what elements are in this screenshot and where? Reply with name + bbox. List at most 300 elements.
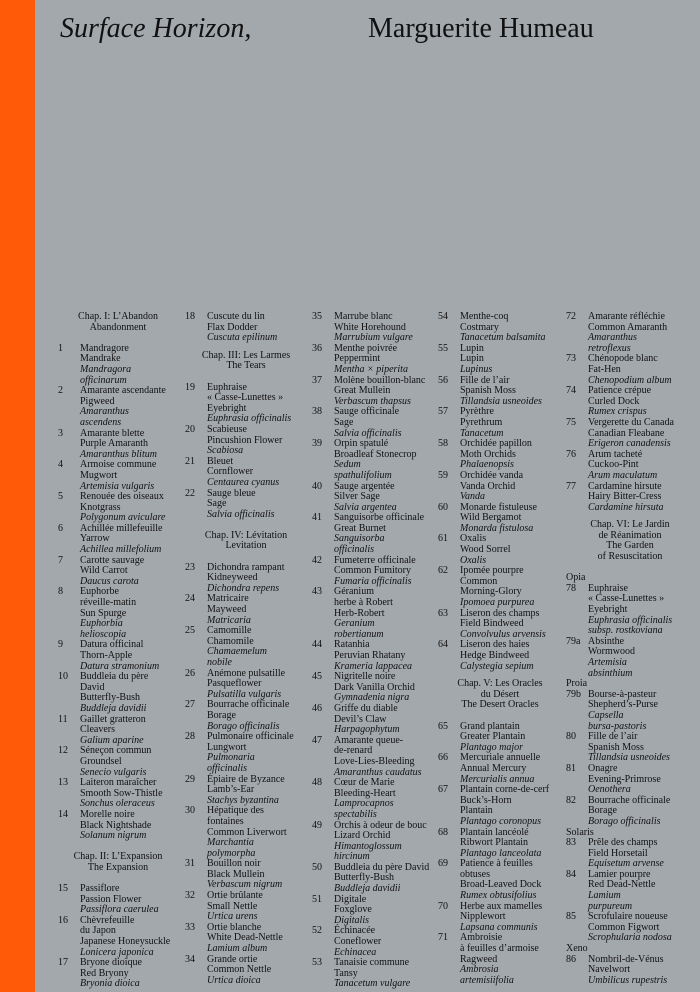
plant-entry bbox=[185, 669, 307, 680]
plant-entry bbox=[58, 524, 178, 535]
plant-name-line: Kidneyweed bbox=[207, 572, 258, 584]
french-name: Passiflore bbox=[80, 883, 120, 895]
entry-number: 3 bbox=[58, 427, 63, 439]
latin-name: helioscopia bbox=[80, 628, 127, 640]
plant-name-line: Knotgrass bbox=[80, 501, 121, 513]
chapter-heading: Chap. I: L’Abandon bbox=[78, 311, 158, 322]
french-name: Griffe du diable bbox=[334, 702, 398, 714]
plant-name-line: Butterfly-Bush bbox=[334, 872, 394, 884]
plant-entry bbox=[438, 902, 562, 913]
latin-name: Achillea millefolium bbox=[80, 544, 162, 556]
latin-name: Centaurea cyanus bbox=[207, 476, 280, 488]
entry-number: 58 bbox=[438, 438, 448, 450]
latin-name: Echinacea bbox=[334, 946, 377, 958]
french-name: Herbe aux mamelles bbox=[460, 900, 543, 912]
latin-name: Oxalis bbox=[460, 554, 487, 566]
plant-entry bbox=[185, 732, 307, 743]
latin-name: Passiflora caerulea bbox=[80, 904, 159, 916]
french-name: Ambroisie bbox=[460, 932, 503, 944]
plant-name-line: Buck’s-Horn bbox=[460, 794, 512, 806]
plant-name-line: Small Nettle bbox=[207, 900, 258, 912]
latin-name: Umbilicus rupestris bbox=[588, 974, 668, 986]
latin-name: Convolvulus arvensis bbox=[460, 628, 546, 640]
french-name: Ortie blanche bbox=[207, 921, 262, 933]
french-name: Patience crépue bbox=[588, 385, 652, 397]
plant-entry bbox=[58, 492, 178, 503]
plant-name-line: Mayweed bbox=[207, 604, 247, 616]
french-name: Lamier pourpre bbox=[588, 868, 651, 880]
latin-name: Amaranthus caudatus bbox=[334, 766, 422, 778]
plant-entry bbox=[58, 746, 178, 757]
plant-entry bbox=[566, 354, 694, 365]
entry-number: 4 bbox=[58, 459, 63, 471]
latin-name: Equisetum arvense bbox=[588, 858, 664, 870]
latin-name: Ipomoea purpurea bbox=[460, 597, 535, 609]
entry-number: 34 bbox=[185, 953, 195, 965]
french-name: Ortie brûlante bbox=[207, 890, 263, 902]
latin-name: Tanacetum bbox=[460, 427, 504, 439]
plant-entry bbox=[312, 482, 434, 493]
entry-number: 25 bbox=[185, 625, 195, 637]
entry-number: 16 bbox=[58, 914, 68, 926]
plant-name-line: Wild Carrot bbox=[80, 565, 128, 577]
column-4 bbox=[438, 312, 562, 986]
plant-entry bbox=[185, 891, 307, 902]
french-name: Nigritelle noire bbox=[334, 671, 396, 683]
french-name: Scrofulaire noueuse bbox=[588, 911, 668, 923]
latin-name: Lonicera japonica bbox=[80, 946, 154, 958]
plant-name-line: Common Liverwort bbox=[207, 826, 287, 838]
entry-number: 2 bbox=[58, 385, 63, 397]
entry-number: 71 bbox=[438, 932, 448, 944]
plant-name-line: Spanish Moss bbox=[460, 385, 516, 397]
latin-name: Lupinus bbox=[460, 363, 493, 375]
plant-name-line: Tansy bbox=[334, 967, 358, 979]
section-label: Proia bbox=[566, 678, 588, 690]
french-name: Liseron des champs bbox=[460, 607, 540, 619]
plant-entry bbox=[312, 439, 434, 450]
entry-number: 54 bbox=[438, 311, 448, 322]
column-2 bbox=[185, 312, 307, 986]
plant-name-line: Lupin bbox=[460, 353, 484, 365]
plant-entry bbox=[566, 764, 694, 775]
plant-entry bbox=[312, 736, 434, 747]
latin-name: retroflexus bbox=[588, 342, 631, 354]
plant-name-line: Morning-Glory bbox=[460, 586, 522, 598]
plant-name-line: Ribwort Plantain bbox=[460, 837, 529, 849]
plant-entry bbox=[438, 933, 562, 944]
plant-name-line: Navelwort bbox=[588, 964, 631, 976]
plant-name-line: Lizard Orchid bbox=[334, 830, 391, 842]
chapter-heading: Abandonment bbox=[89, 321, 147, 333]
plant-name-line: Red Bryony bbox=[80, 967, 129, 979]
plant-name-line: Foxglove bbox=[334, 904, 372, 916]
entry-number: 56 bbox=[438, 374, 448, 386]
french-name: Orpin spatulé bbox=[334, 438, 389, 450]
plant-entry bbox=[566, 732, 694, 743]
plant-name-line: Silver Sage bbox=[334, 491, 380, 503]
french-name: Matricaire bbox=[207, 593, 249, 605]
plant-name-line: Wormwood bbox=[588, 646, 635, 658]
plant-entry bbox=[312, 863, 434, 874]
chapter-heading: Chap. IV: Lévitation bbox=[204, 529, 288, 541]
plant-entry bbox=[438, 534, 562, 545]
orange-side-stripe bbox=[0, 0, 35, 992]
entry-number: 81 bbox=[566, 762, 576, 774]
latin-name: Cuscuta epilinum bbox=[207, 332, 278, 344]
latin-name: Verbascum nigrum bbox=[207, 879, 283, 891]
latin-name: Artemisia vulgaris bbox=[80, 480, 155, 492]
french-name: Bourrache officinale bbox=[588, 794, 671, 806]
plant-entry bbox=[58, 778, 178, 789]
chapter-heading: Chap. III: Les Larmes bbox=[201, 349, 291, 361]
column-5 bbox=[566, 312, 694, 986]
plant-name-line: Wood Sorrel bbox=[460, 544, 511, 556]
entry-number: 15 bbox=[58, 883, 68, 895]
latin-name: Euphrasia officinalis bbox=[207, 413, 292, 425]
plant-entry bbox=[312, 926, 434, 937]
entry-number: 6 bbox=[58, 522, 63, 534]
latin-name: Plantago lanceolata bbox=[460, 847, 542, 859]
latin-name: Chenopodium album bbox=[588, 374, 672, 386]
latin-name: Salvia officinalis bbox=[334, 427, 402, 439]
plant-name-line: Borage bbox=[588, 805, 617, 817]
french-name: Arum tacheté bbox=[588, 448, 643, 460]
latin-name: Calystegia sepium bbox=[460, 660, 534, 672]
plant-name-line: David bbox=[80, 681, 105, 693]
french-name: Digitale bbox=[334, 893, 367, 905]
chapter-heading: Chap. II: L’Expansion bbox=[73, 851, 163, 863]
french-name: Bourrache officinale bbox=[207, 699, 290, 711]
french-name: Lupin bbox=[460, 342, 484, 354]
latin-name: Verbascum thapsus bbox=[334, 395, 411, 407]
french-name: Bourse-à-pasteur bbox=[588, 688, 657, 700]
entry-number: 19 bbox=[185, 381, 195, 393]
plant-entry bbox=[312, 672, 434, 683]
latin-name: Geranium bbox=[334, 618, 375, 630]
latin-name: Tanacetum balsamita bbox=[460, 332, 546, 344]
plant-entry bbox=[185, 457, 307, 468]
french-name: Morelle noire bbox=[80, 808, 135, 820]
plant-name-line: Yarrow bbox=[80, 533, 110, 545]
plant-name-line: Field Bindweed bbox=[460, 618, 524, 630]
plant-entry bbox=[438, 640, 562, 651]
french-name: Fille de l’air bbox=[588, 731, 638, 743]
plant-entry bbox=[438, 376, 562, 387]
entry-number: 42 bbox=[312, 554, 322, 566]
french-name: Amarante ascendante bbox=[80, 385, 166, 397]
entry-number: 41 bbox=[312, 512, 322, 524]
plant-entry bbox=[58, 916, 178, 927]
french-name: Ratanhia bbox=[334, 639, 370, 651]
plant-name-line: Costmary bbox=[460, 321, 499, 333]
plant-name-line: Black Mullein bbox=[207, 868, 265, 880]
latin-name: Pulsatilla vulgaris bbox=[207, 688, 282, 700]
entry-number: 51 bbox=[312, 893, 322, 905]
plant-name-line: Thorn-Apple bbox=[80, 650, 133, 661]
latin-name: Plantago major bbox=[460, 741, 524, 753]
plant-entry bbox=[312, 513, 434, 524]
latin-name: Mentha × piperita bbox=[334, 363, 408, 375]
plant-name-line: Love-Lies-Bleeding bbox=[334, 755, 415, 767]
latin-name: Artemisia bbox=[588, 657, 627, 668]
plant-name-line: du Japon bbox=[80, 925, 116, 937]
french-name: Mercuriale annuelle bbox=[460, 752, 541, 764]
entry-number: 13 bbox=[58, 777, 68, 789]
latin-name: Krameria lappacea bbox=[334, 660, 413, 672]
plant-entry bbox=[566, 312, 694, 323]
plant-name-line: Eyebright bbox=[207, 402, 247, 414]
plant-entry bbox=[566, 450, 694, 461]
chapter-heading: de Réanimation bbox=[598, 529, 662, 541]
plant-name-line: Borage bbox=[207, 709, 236, 721]
latin-name: Chamaemelum bbox=[207, 646, 267, 658]
french-name: Absinthe bbox=[588, 635, 625, 647]
plant-entry bbox=[185, 859, 307, 870]
entry-number: 27 bbox=[185, 699, 195, 711]
french-name: Achillée millefeuille bbox=[80, 522, 163, 534]
plant-entry bbox=[312, 704, 434, 715]
latin-name: Rumex crispus bbox=[588, 406, 647, 418]
entry-number: 21 bbox=[185, 455, 195, 467]
entry-number: 43 bbox=[312, 586, 322, 598]
french-name: Monarde fistuleuse bbox=[460, 501, 537, 513]
plant-entry bbox=[312, 407, 434, 418]
latin-name: Euphorbia bbox=[80, 618, 123, 630]
entry-number: 46 bbox=[312, 702, 322, 714]
plant-name-line: Cuckoo-Pint bbox=[588, 459, 639, 471]
french-name: Bryone dioïque bbox=[80, 957, 142, 969]
latin-name: Solanum nigrum bbox=[80, 830, 147, 842]
french-name: Plantain lancéolé bbox=[460, 826, 529, 838]
entry-number: 40 bbox=[312, 480, 322, 492]
plant-name-line: réveille-matin bbox=[80, 597, 137, 609]
plant-entry bbox=[438, 753, 562, 764]
plant-entry bbox=[438, 439, 562, 450]
entry-number: 73 bbox=[566, 353, 576, 365]
plant-name-line: Annual Mercury bbox=[460, 762, 527, 774]
entry-number: 36 bbox=[312, 342, 322, 354]
french-name: Chénopode blanc bbox=[588, 353, 658, 365]
french-name: Renouée des oiseaux bbox=[80, 491, 164, 503]
entry-number: 22 bbox=[185, 487, 195, 499]
plant-entry bbox=[438, 503, 562, 514]
chapter-heading: of Resuscitation bbox=[597, 551, 663, 563]
latin-name: Scabiosa bbox=[207, 445, 244, 457]
plant-entry bbox=[58, 587, 178, 598]
plant-entry bbox=[312, 556, 434, 567]
entry-number: 82 bbox=[566, 794, 576, 806]
plant-entry bbox=[312, 376, 434, 387]
french-name: Gaillet gratteron bbox=[80, 713, 146, 725]
plant-name-line: Ragweed bbox=[460, 953, 498, 965]
plant-name-line: Chamomile bbox=[207, 635, 254, 647]
plant-name-line: « Casse-Lunettes » bbox=[588, 593, 665, 605]
plant-entry bbox=[566, 637, 694, 648]
latin-name: Digitalis bbox=[334, 914, 370, 926]
plant-name-line: Purple Amaranth bbox=[80, 438, 149, 450]
latin-name: Mandragora bbox=[80, 363, 132, 375]
entry-number: 12 bbox=[58, 745, 68, 757]
latin-name: Scrophularia nodosa bbox=[588, 932, 672, 944]
entry-number: 79a bbox=[566, 635, 581, 647]
plant-name-line: Vanda Orchid bbox=[460, 480, 516, 492]
chapter-heading: Chap. V: Les Oracles bbox=[457, 678, 543, 690]
entry-number: 49 bbox=[312, 819, 322, 831]
plant-name-line: Herb-Robert bbox=[334, 607, 385, 619]
plant-name-line: à feuilles d’armoise bbox=[460, 943, 539, 955]
plant-name-line: Nipplewort bbox=[460, 911, 506, 923]
latin-name: Tanacetum vulgare bbox=[334, 978, 411, 990]
latin-name: Tillandsia usneoides bbox=[588, 752, 670, 764]
column-1 bbox=[58, 312, 178, 990]
entry-number: 78 bbox=[566, 582, 576, 594]
plant-name-line: Great Burnet bbox=[334, 522, 386, 534]
plant-entry bbox=[566, 955, 694, 966]
latin-name: Arum maculatum bbox=[588, 469, 658, 481]
plant-name-line: obtuses bbox=[460, 868, 490, 880]
french-name: Cuscute du lin bbox=[207, 311, 265, 322]
plant-entry bbox=[566, 386, 694, 397]
plant-entry bbox=[438, 785, 562, 796]
plant-name-line: de-renard bbox=[334, 745, 373, 757]
french-name: Armoise commune bbox=[80, 459, 157, 471]
plant-name-line: Mandrake bbox=[80, 353, 121, 365]
chapter-heading: The Tears bbox=[226, 360, 266, 372]
chapter-heading: The Garden bbox=[606, 540, 654, 552]
entry-number: 7 bbox=[58, 554, 63, 566]
entry-number: 75 bbox=[566, 416, 576, 428]
plant-entry bbox=[438, 407, 562, 418]
french-name: Oxalis bbox=[460, 533, 487, 545]
french-name: Buddleia du père bbox=[80, 671, 149, 683]
chapter-heading: The Desert Oracles bbox=[461, 699, 539, 711]
entry-number: 11 bbox=[58, 713, 68, 725]
latin-name: Lamium bbox=[588, 890, 621, 902]
plant-entry bbox=[185, 626, 307, 637]
latin-name: Monarda fistulosa bbox=[460, 522, 534, 534]
french-name: Hépatique des bbox=[207, 805, 264, 817]
plant-name-line: White Dead-Nettle bbox=[207, 932, 283, 944]
latin-name: Polygonum aviculare bbox=[80, 512, 166, 524]
entry-number: 31 bbox=[185, 858, 195, 870]
entry-number: 28 bbox=[185, 731, 195, 743]
plant-entry bbox=[566, 870, 694, 881]
french-name: Cœur de Marie bbox=[334, 777, 395, 789]
latin-name: Erigeron canadensis bbox=[588, 438, 671, 450]
french-name: Nombril-de-Vénus bbox=[588, 953, 664, 965]
plant-name-line: Peruvian Rhatany bbox=[334, 650, 406, 661]
latin-name: Sanguisorba bbox=[334, 533, 385, 545]
latin-name: Amaranthus bbox=[80, 406, 129, 418]
entry-number: 68 bbox=[438, 826, 448, 838]
plant-entry bbox=[312, 344, 434, 355]
entry-number: 67 bbox=[438, 784, 448, 796]
latin-name: Stachys byzantina bbox=[207, 794, 279, 806]
plant-entry bbox=[312, 312, 434, 323]
entry-number: 30 bbox=[185, 805, 195, 817]
entry-number: 23 bbox=[185, 561, 195, 573]
chapter-heading: du Désert bbox=[480, 688, 520, 700]
plant-entry bbox=[58, 640, 178, 651]
latin-name: Sonchus oleraceus bbox=[80, 798, 155, 810]
plant-entry bbox=[566, 796, 694, 807]
entry-number: 32 bbox=[185, 890, 195, 902]
entry-number: 86 bbox=[566, 953, 576, 965]
latin-name: Euphrasia officinalis bbox=[588, 614, 673, 626]
plant-name-line: Pincushion Flower bbox=[207, 434, 283, 446]
plant-name-line: Japanese Honeysuckle bbox=[80, 936, 171, 948]
french-name: Dichondra rampant bbox=[207, 561, 285, 573]
latin-name: Rumex obtusifolius bbox=[460, 890, 537, 902]
plant-name-line: Shepherd’s-Purse bbox=[588, 699, 658, 711]
entry-number: 18 bbox=[185, 311, 195, 322]
plant-name-line: Wild Bergamot bbox=[460, 512, 522, 524]
latin-name: Gymnadenia nigra bbox=[334, 692, 410, 704]
latin-name: spectabilis bbox=[334, 808, 377, 820]
latin-name: Pulmonaria bbox=[207, 752, 255, 764]
plant-name-line: Pigweed bbox=[80, 395, 115, 407]
french-name: Épiaire de Byzance bbox=[207, 773, 285, 785]
plant-entry bbox=[438, 566, 562, 577]
entry-number: 55 bbox=[438, 342, 448, 354]
french-name: Amarante queue- bbox=[334, 734, 404, 746]
latin-name: absinthium bbox=[588, 667, 633, 679]
plant-name-line: Common Nettle bbox=[207, 964, 272, 976]
latin-name: Phalaenopsis bbox=[460, 459, 514, 471]
latin-name: Buddleja davidii bbox=[80, 702, 147, 714]
plant-name-line: Common bbox=[460, 575, 498, 587]
plant-entry bbox=[185, 425, 307, 436]
entry-number: 72 bbox=[566, 311, 576, 322]
plant-entry bbox=[58, 884, 178, 895]
plant-name-line: Fat-Hen bbox=[588, 363, 621, 375]
entry-number: 61 bbox=[438, 533, 448, 545]
french-name: Marrube blanc bbox=[334, 311, 393, 322]
french-name: Buddleia du père David bbox=[334, 861, 430, 873]
latin-name: officinarum bbox=[80, 374, 127, 386]
entry-number: 10 bbox=[58, 671, 68, 683]
latin-name: Harpagophytum bbox=[334, 724, 400, 736]
french-name: Grande ortie bbox=[207, 953, 258, 965]
entry-number: 70 bbox=[438, 900, 448, 912]
plant-name-line: Sage bbox=[334, 416, 354, 428]
entry-number: 76 bbox=[566, 448, 576, 460]
latin-name: Vanda bbox=[460, 491, 485, 503]
plant-entry bbox=[185, 594, 307, 605]
plant-entry bbox=[566, 482, 694, 493]
entry-number: 52 bbox=[312, 925, 322, 937]
latin-name: ascendens bbox=[80, 416, 122, 428]
entry-number: 50 bbox=[312, 861, 322, 873]
french-name: Géranium bbox=[334, 586, 374, 598]
french-name: Mandragore bbox=[80, 342, 129, 354]
entry-number: 44 bbox=[312, 639, 322, 651]
plant-entry bbox=[438, 344, 562, 355]
french-name: Grand plantain bbox=[460, 720, 520, 732]
entry-number: 17 bbox=[58, 957, 68, 969]
entry-number: 77 bbox=[566, 480, 576, 492]
plant-name-line: Common Fumitory bbox=[334, 565, 411, 577]
latin-name: Borago officinalis bbox=[207, 720, 280, 732]
plant-name-line: Evening-Primrose bbox=[588, 773, 661, 785]
latin-name: Sedum bbox=[334, 459, 361, 471]
latin-name: artemisiifolia bbox=[460, 974, 514, 986]
french-name: Orchis à odeur de bouc bbox=[334, 819, 427, 831]
plant-entry bbox=[58, 810, 178, 821]
chapter-heading: Chap. VI: Le Jardin bbox=[590, 519, 670, 531]
french-name: Euphraise bbox=[588, 582, 628, 594]
